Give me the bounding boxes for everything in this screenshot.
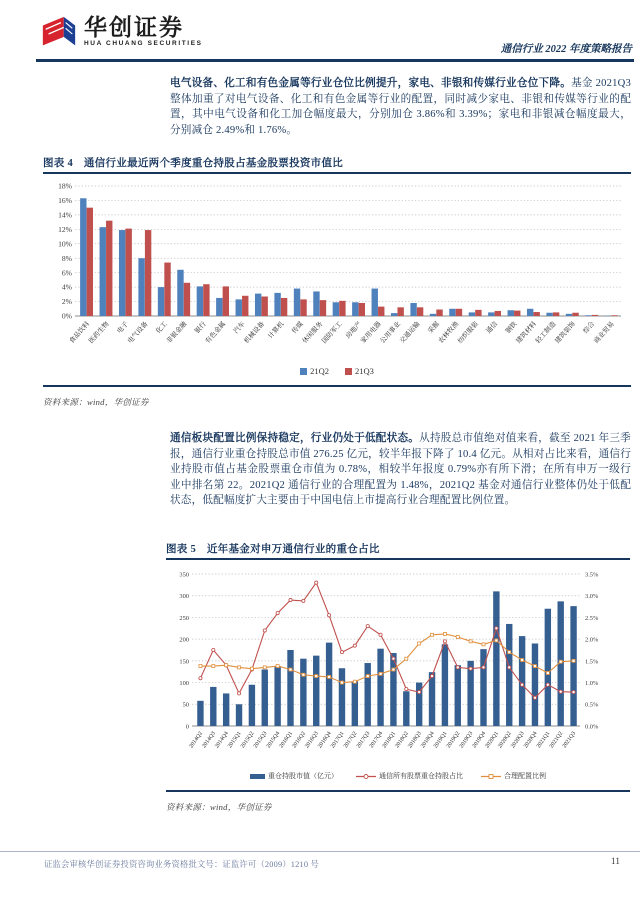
svg-text:12%: 12% [58,224,72,234]
svg-text:化工: 化工 [154,320,169,336]
svg-text:2017Q4: 2017Q4 [368,730,385,750]
report-title: 通信行业 2022 年度策略报告 [500,44,632,55]
figure4-bar-chart [43,176,631,358]
page-number: 11 [610,857,620,867]
svg-text:农林牧渔: 农林牧渔 [437,320,461,345]
svg-text:食品饮料: 食品饮料 [68,320,92,345]
legend-swatch-ratio-line [356,773,376,780]
svg-text:2018Q1: 2018Q1 [381,730,398,750]
svg-text:2019Q2: 2019Q2 [445,730,462,750]
svg-text:电气设备: 电气设备 [126,320,150,345]
figure5-title: 图表 5 近年基金对申万通信行业的重仓占比 [166,541,630,560]
svg-text:2018Q2: 2018Q2 [394,730,410,750]
legend-label-holdings-value: 重仓持股市值（亿元） [268,772,338,780]
svg-text:50: 50 [182,701,189,709]
figure-5-block [166,541,630,813]
svg-text:2014Q3: 2014Q3 [201,730,217,750]
legend-label-holdings-ratio: 通信所有股票重仓持股占比 [379,772,463,780]
svg-text:2.0%: 2.0% [585,636,599,644]
svg-text:公用事业: 公用事业 [379,320,403,345]
header-divider [36,59,634,62]
svg-text:2020Q4: 2020Q4 [522,730,539,750]
svg-text:2016Q2: 2016Q2 [291,730,308,750]
svg-text:0%: 0% [61,311,72,321]
svg-text:2015Q4: 2015Q4 [265,730,282,750]
fig4-bars [80,198,617,316]
svg-text:建筑装饰: 建筑装饰 [554,320,577,345]
svg-text:2016Q1: 2016Q1 [278,730,295,750]
svg-text:3.5%: 3.5% [585,571,599,579]
svg-text:16%: 16% [58,196,72,206]
paragraph1-lead: 电气设备、化工和有色金属等行业仓位比例提升，家电、非银和传媒行业仓位下降。 [170,78,572,89]
svg-text:综合: 综合 [582,320,597,336]
svg-text:2017Q3: 2017Q3 [355,730,372,750]
paragraph-telecom-allocation [170,431,631,509]
svg-text:非银金融: 非银金融 [165,320,189,345]
legend-label-21q2: 21Q2 [310,366,329,376]
paragraph2-lead: 通信板块配置比例保持稳定，行业仍处于低配状态。 [170,433,420,444]
svg-text:钢铁: 钢铁 [504,320,519,336]
svg-text:200: 200 [179,636,189,644]
legend-swatch-21q3 [345,368,352,375]
svg-text:2018Q4: 2018Q4 [420,730,436,750]
legend-item-21q2 [300,366,329,376]
svg-text:0.5%: 0.5% [585,701,599,709]
svg-text:8%: 8% [61,253,72,263]
legend-item-holdings-value [250,771,338,781]
svg-text:机械设备: 机械设备 [243,320,267,345]
svg-text:2021Q3: 2021Q3 [561,730,578,750]
svg-text:150: 150 [179,658,189,666]
svg-text:计算机: 计算机 [267,320,286,341]
figure4-bottom-rule [43,385,631,387]
paragraph2-body: 从持股总市值绝对值来看，截至 2021 年三季报，通信行业重仓持股总市值 276.25 亿元，较半年报下降了 10.4 亿元。从相对占比来看，通信行业持股市值占基金股票重仓市值为 0.78%，相较半年报度 0.79%亦有所下滑；在所有申万一级行业中排名第 22。2021Q2 通信行业的合理配置为 1.48%，2021Q2 基金对通信行业整体仍处于低配状态，低配幅度扩大主要由于中国电信上市提高行业合理配置比例位置。 [170,433,631,507]
svg-text:2018Q3: 2018Q3 [407,730,423,750]
legend-swatch-21q2 [300,368,307,375]
svg-text:300: 300 [179,593,189,601]
svg-text:3.0%: 3.0% [585,593,599,601]
svg-text:18%: 18% [58,181,72,191]
svg-text:2016Q3: 2016Q3 [304,730,320,750]
legend-swatch-reasonable-line [481,773,501,780]
paragraph-industry-positions [170,76,631,138]
legend-item-holdings-ratio [356,771,463,781]
svg-text:2020Q1: 2020Q1 [484,730,501,750]
svg-text:2019Q1: 2019Q1 [432,730,449,750]
huachuang-logo [40,14,203,54]
svg-text:2017Q1: 2017Q1 [329,730,346,750]
legend-label-21q3: 21Q3 [355,366,374,376]
svg-text:轻工制造: 轻工制造 [534,320,558,345]
svg-text:1.0%: 1.0% [585,679,599,687]
svg-text:医药生物: 医药生物 [87,320,111,345]
svg-text:2015Q1: 2015Q1 [227,730,243,750]
svg-text:6%: 6% [61,268,72,278]
svg-text:商业贸易: 商业贸易 [592,320,616,345]
huachuang-cube-icon [40,14,78,54]
figure5-source: 资料来源：wind，华创证券 [166,802,272,812]
footer-divider [0,851,640,852]
svg-text:2014Q4: 2014Q4 [214,730,230,750]
svg-text:建筑材料: 建筑材料 [515,320,539,345]
svg-text:传媒: 传媒 [290,320,305,336]
svg-text:交通运输: 交通运输 [398,320,422,345]
figure-4-block [43,155,631,408]
figure4-legend [43,366,631,376]
svg-text:350: 350 [179,571,189,579]
svg-text:250: 250 [179,614,189,622]
fig5-lines [199,581,575,699]
svg-text:休闲服务: 休闲服务 [301,320,325,345]
svg-text:10%: 10% [58,239,72,249]
svg-text:纺织服装: 纺织服装 [456,320,480,345]
svg-text:国防军工: 国防军工 [320,320,344,345]
svg-text:家用电器: 家用电器 [359,320,383,345]
svg-text:银行: 银行 [193,320,208,336]
logo-company-name: 华创证券 [84,14,184,40]
legend-swatch-holdings-bar [250,774,265,779]
footer-license-text: 证监会审核华创证券投资咨询业务资格批文号：证监许可（2009）1210 号 [44,860,319,869]
svg-text:2014Q2: 2014Q2 [188,730,205,750]
paragraph1-body: 基金 2021Q3 整体加重了对电气设备、化工和有色金属等行业的配置，同时减少家电、非银和传媒等行业的配置，其中电气设备和化工加仓幅度最大，分别加仓 3.86%和 3.39%；家电和非银减仓幅度最大，分别减仓 2.49%和 1.76%。 [170,78,631,136]
figure5-combo-chart [166,562,630,766]
svg-text:4%: 4% [61,282,72,292]
figure4-source: 资料来源：wind，华创证券 [43,397,149,407]
svg-text:1.5%: 1.5% [585,658,599,666]
svg-text:有色金属: 有色金属 [204,320,228,345]
svg-text:采掘: 采掘 [426,320,441,336]
svg-text:2020Q2: 2020Q2 [497,730,513,750]
svg-text:2015Q2: 2015Q2 [239,730,256,750]
legend-item-21q3 [345,366,374,376]
svg-text:2%: 2% [61,297,72,307]
legend-item-reasonable-ratio [481,771,546,781]
svg-text:14%: 14% [58,210,72,220]
svg-text:100: 100 [179,679,189,687]
svg-text:2019Q4: 2019Q4 [471,730,488,750]
svg-text:2021Q2: 2021Q2 [548,730,565,750]
svg-text:0: 0 [185,723,189,731]
svg-text:电子: 电子 [116,320,131,336]
svg-text:2.5%: 2.5% [585,614,599,622]
figure4-title: 图表 4 通信行业最近两个季度重仓持股占基金股票投资市值比 [43,155,631,174]
page-header [38,12,632,58]
logo-company-name-en: HUA CHUANG SECURITIES [84,40,203,47]
svg-text:房地产: 房地产 [344,320,364,341]
legend-label-reasonable-ratio: 合理配置比例 [504,772,546,780]
figure5-bottom-rule [166,790,630,792]
svg-text:0.0%: 0.0% [585,723,599,731]
svg-text:2019Q3: 2019Q3 [458,730,475,750]
svg-text:2016Q4: 2016Q4 [317,730,333,750]
svg-text:2021Q1: 2021Q1 [535,730,552,750]
fig4-grid [75,186,621,316]
svg-text:2017Q2: 2017Q2 [342,730,359,750]
svg-text:汽车: 汽车 [232,320,247,336]
svg-text:2020Q3: 2020Q3 [510,730,526,750]
svg-text:2015Q3: 2015Q3 [252,730,269,750]
svg-text:通信: 通信 [485,320,500,336]
figure5-legend [166,771,630,781]
